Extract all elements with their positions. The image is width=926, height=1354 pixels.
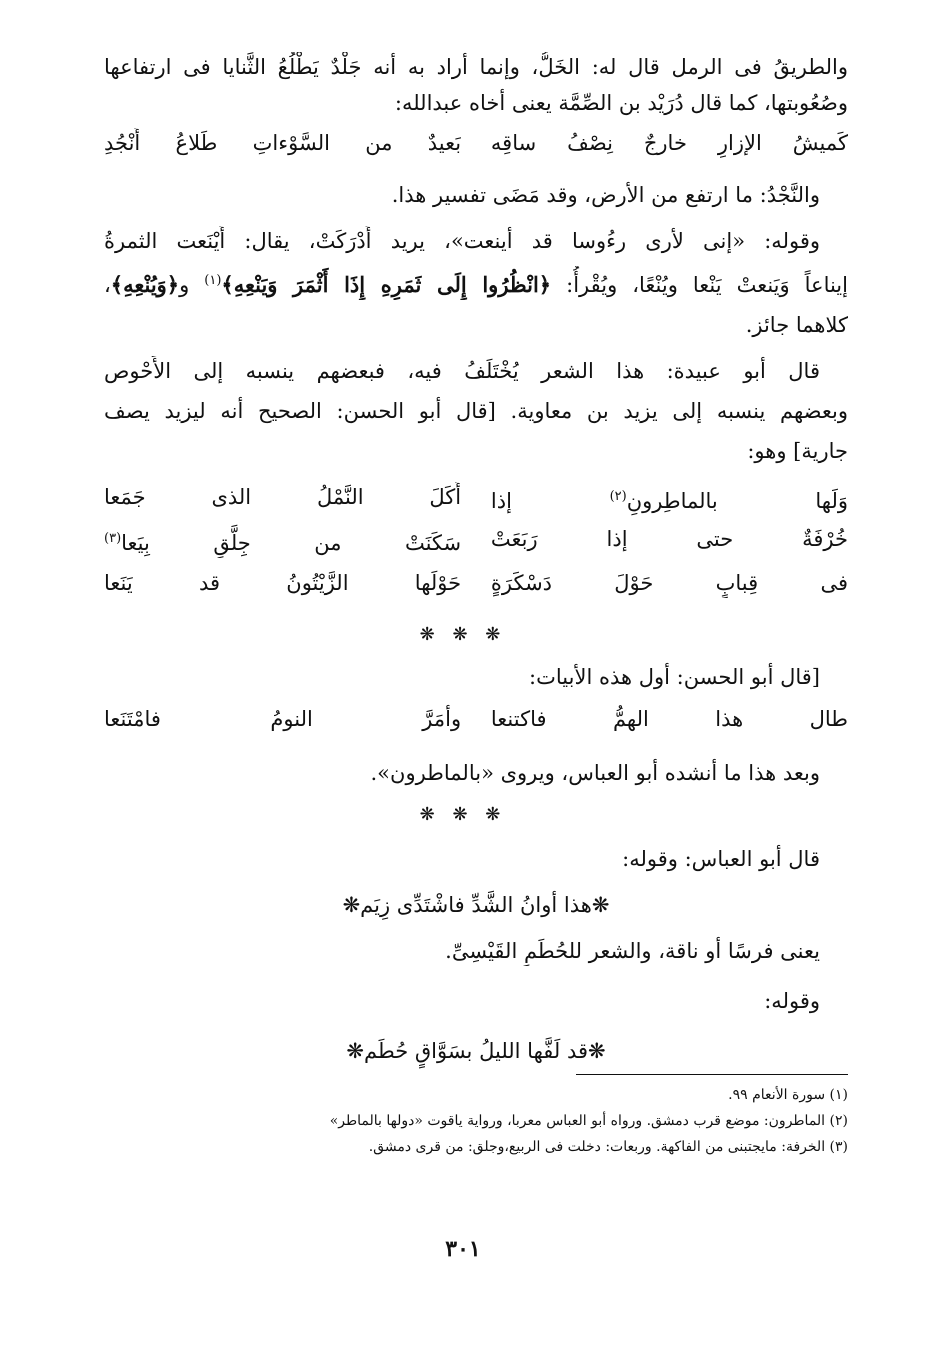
section-separator: ❋ ❋ ❋ bbox=[419, 804, 507, 825]
paragraph-line: وبعد هذا ما أنشده أبو العباس، ويروى «بالماطرون». bbox=[370, 761, 820, 785]
text-run: ، bbox=[104, 273, 111, 297]
paragraph-line: وقوله: «إنى لأرى رءُوسا قد أينعت»، يريد أَدْرَكَتْ، يقال: أَيْنَعت الثمرةُ bbox=[104, 229, 820, 253]
text-run: إيناعاً وَيَنعتْ يَنْعا ويُنْعًا، ويُقْرأُ: bbox=[551, 273, 848, 297]
footnote: (٢) الماطرون: موضع قرب دمشق. ورواه أبو العباس معربا، ورواية ياقوت «دولها بالماطر» bbox=[329, 1113, 848, 1129]
verse-hemistich-first: كَميشُ الإزارِ خارجٌ نِصْفُ ساقِه bbox=[490, 131, 848, 155]
paragraph-line bbox=[104, 266, 848, 300]
paragraph-line: والنَّجْدُ: ما ارتفع من الأرض، وقد مَضَى تفسير هذا. bbox=[391, 183, 820, 207]
paragraph-line: وقوله: bbox=[764, 989, 820, 1013]
verse-half-line: ❋هذا أوانُ الشَّدِّ فاشْتَدِّى زِيَم❋ bbox=[342, 893, 610, 917]
paragraph-line: وصُعُوبتها، كما قال دُرَيْد بن الصِّمَّة يعنى أخاه عبدالله: bbox=[394, 91, 848, 115]
footnote-separator bbox=[576, 1074, 848, 1075]
text-run: إذا bbox=[490, 489, 610, 513]
verse-hemistich-first: طال هذا الهمُّ فاكتنعا bbox=[490, 707, 848, 731]
text-run: سَكَنَتْ من جِلَّقٍ بِيَعا bbox=[121, 531, 462, 555]
paragraph-line: قال أبو العباس: وقوله: bbox=[622, 847, 820, 871]
verse-line bbox=[104, 524, 848, 558]
paragraph-line: والطريقُ فى الرمل قال له: الخَلُّ، وإنما أراد به أنه جَلْدٌ يَطْلُعُ الثَّنايا فى ارتفاعها bbox=[104, 55, 848, 79]
text-run: وَلَها بالماطِرونِ bbox=[626, 489, 848, 513]
paragraph-line: كلاهما جائز. bbox=[745, 313, 848, 337]
text-run: و bbox=[179, 273, 205, 297]
paragraph-line: قال أبو عبيدة: هذا الشعر يُخْتَلَفُ فيه، فبعضهم ينسبه إلى الأَحْوص bbox=[104, 359, 820, 383]
footnote-ref: (٣) bbox=[104, 531, 122, 546]
verse-line bbox=[104, 568, 848, 598]
verse-hemistich-first bbox=[491, 482, 848, 516]
paragraph-line: [قال أبو الحسن: أول هذه الأبيات: bbox=[529, 665, 820, 689]
paragraph-line: يعنى فرسًا أو ناقة، والشعر للحُطَمِ القَيْسِىِّ. bbox=[445, 939, 820, 963]
verse-hemistich-second: أَكَلَ النَّمْلُ الذى جَمَعا bbox=[104, 485, 462, 509]
footnote-ref: (٢) bbox=[609, 489, 627, 504]
verse-hemistich-second: وأمَرَّ النومُ فامْتَنَعا bbox=[104, 707, 462, 731]
footnote-ref: (١) bbox=[204, 273, 222, 288]
verse-hemistich-first: فى قِبابٍ حَوْلَ دَسْكَرَةٍ bbox=[490, 571, 848, 595]
verse-line bbox=[104, 482, 848, 516]
verse-hemistich-first: خُرْفَةٌ حتى إذا رَبَعَتْ bbox=[490, 527, 848, 551]
verse-half-line: ❋قد لَفَّها الليلُ بسَوَّاقٍ حُطَم❋ bbox=[346, 1039, 606, 1063]
page-number: ٣٠١ bbox=[445, 1236, 481, 1262]
paragraph-line: جارية] وهو: bbox=[747, 439, 848, 463]
verse-line bbox=[104, 128, 848, 158]
section-separator: ❋ ❋ ❋ bbox=[419, 624, 507, 645]
footnote: (١) سورة الأنعام ٩٩. bbox=[728, 1087, 848, 1103]
quran-quote: ﴿انْظُرُوا إِلَى ثَمَرِهِ إِذَا أَثْمَرَ وَيَنْعِهِ﴾ bbox=[221, 272, 552, 297]
verse-hemistich-second bbox=[104, 524, 461, 558]
verse-hemistich-second: بَعيدٌ من السَّوْءاتِ طَلاعُ أَنْجُدِ bbox=[104, 131, 462, 155]
verse-line bbox=[104, 704, 848, 734]
paragraph-line: وبعضهم ينسبه إلى يزيد بن معاوية. [قال أبو الحسن: الصحيح أنه ليزيد يصف bbox=[104, 399, 848, 423]
quran-quote: ﴿وَيُنْعِهِ﴾ bbox=[110, 272, 180, 297]
footnote: (٣) الخرفة: مايجتبنى من الفاكهة. وربعات: دخلت فى الربيع،وجلق: من قرى دمشق. bbox=[368, 1139, 848, 1155]
verse-hemistich-second: حَوْلَها الزَّيْتُونُ قد يَنَعا bbox=[104, 571, 462, 595]
